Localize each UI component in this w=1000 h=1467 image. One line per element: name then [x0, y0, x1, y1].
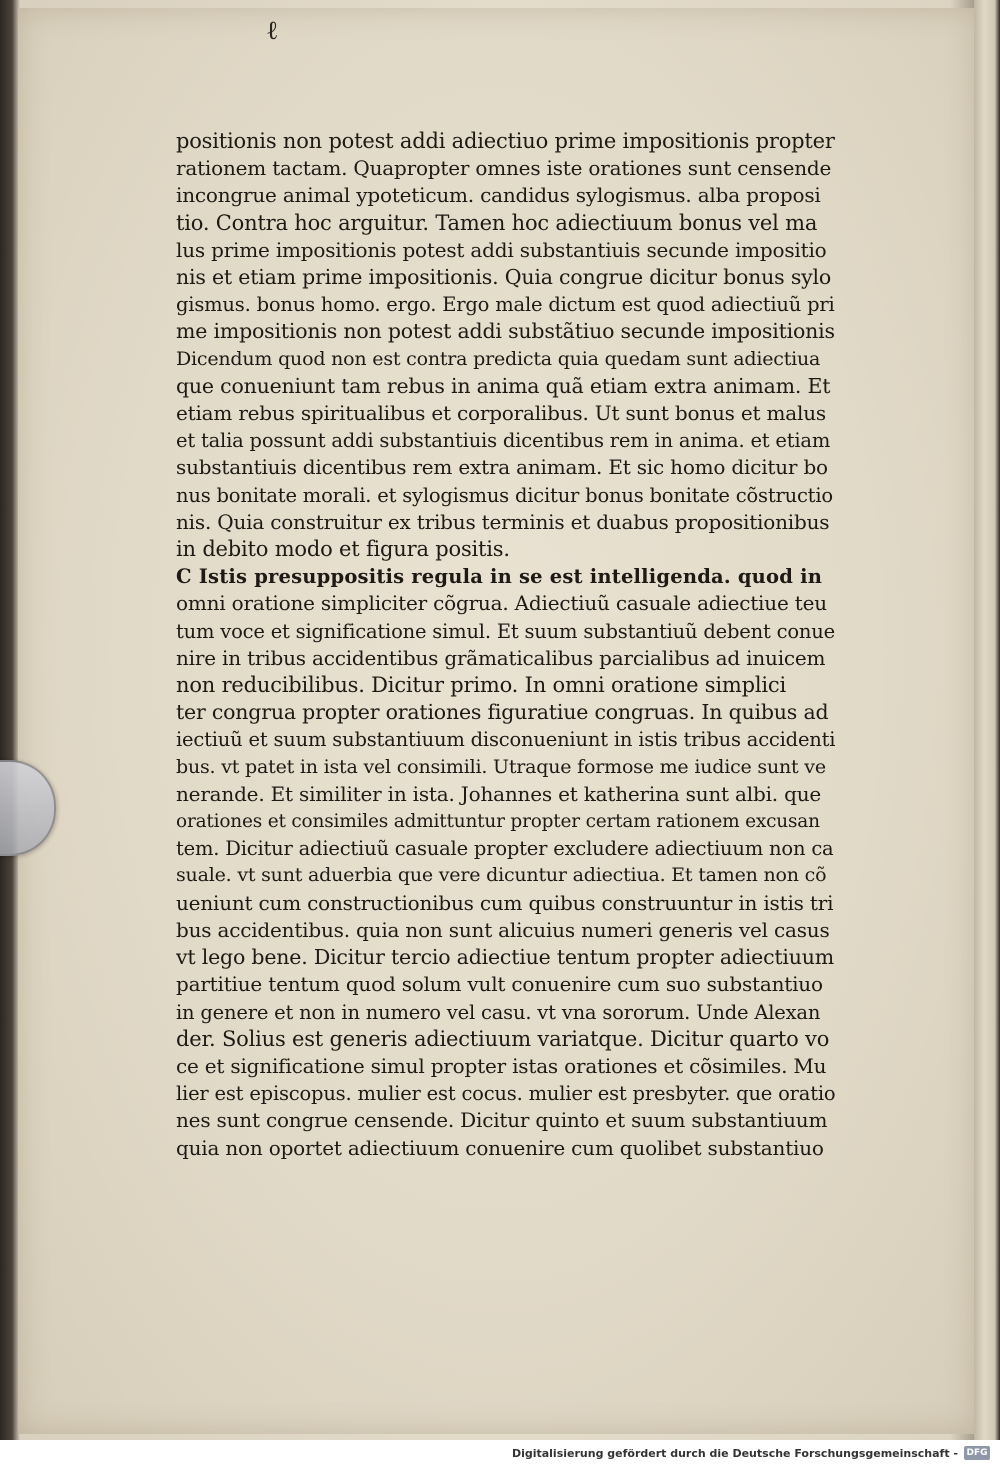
text-line: et talia possunt addi substantiuis dicentibus rem in anima. et etiam	[176, 429, 831, 453]
text-line: partitiue tentum quod solum vult conuenire cum suo substantiuo	[176, 972, 823, 997]
text-line: der. Solius est generis adiectiuum variatque. Dicitur quarto vo	[176, 1026, 830, 1051]
text-line: incongrue animal ypoteticum. candidus sylogismus. alba proposi	[176, 183, 821, 208]
text-line: nus bonitate morali. et sylogismus dicitur bonus bonitate cõstructio	[176, 483, 833, 507]
dfg-logo: DFG	[964, 1446, 990, 1460]
text-line: etiam rebus spiritualibus et corporalibus. Ut sunt bonus et malus	[176, 401, 826, 426]
text-line: quia non oportet adiectiuum conuenire cum quolibet substantiuo	[176, 1135, 824, 1160]
digitization-credit: Digitalisierung gefördert durch die Deutsche Forschungsgemeinschaft -	[511, 1447, 958, 1460]
text-line: tum voce et significatione simul. Et suum substantiuũ debent conue	[176, 619, 835, 643]
footer-bar	[0, 1440, 1000, 1467]
text-line: tem. Dicitur adiectiuũ casuale propter excludere adiectiuum non ca	[176, 837, 834, 861]
text-line: nes sunt congrue censende. Dicitur quinto et suum substantiuum	[176, 1108, 828, 1133]
text-line: nis. Quia construitur ex tribus terminis et duabus propositionibus	[176, 509, 830, 534]
text-line: in genere et non in numero vel casu. vt vna sororum. Unde Alexan	[176, 1000, 821, 1024]
text-line: ueniunt cum constructionibus cum quibus construuntur in istis tri	[176, 890, 834, 915]
page-edge	[974, 0, 1000, 1440]
text-line: ce et significatione simul propter istas orationes et cõsimiles. Mu	[176, 1053, 827, 1078]
text-line: vt lego bene. Dicitur tercio adiectiue tentum propter adiectiuum	[176, 945, 835, 970]
text-line: in debito modo et figura positis.	[176, 537, 510, 562]
text-line: nis et etiam prime impositionis. Quia congrue dicitur bonus sylo	[176, 265, 832, 290]
text-line: non reducibilibus. Dicitur primo. In omni oratione simplici	[176, 673, 786, 698]
text-line: omni oratione simpliciter cõgrua. Adiectiuũ casuale adiectiue teu	[176, 591, 827, 616]
text-line: Dicendum quod non est contra predicta quia quedam sunt adiectiua	[176, 347, 821, 370]
text-line: nire in tribus accidentibus grãmaticalibus parcialibus ad inuicem	[176, 645, 826, 670]
text-line: positionis non potest addi adiectiuo prime impositionis propter	[176, 129, 835, 153]
incunable-text-block	[176, 128, 836, 1162]
text-line: lus prime impositionis potest addi substantiuis secunde impositio	[176, 237, 827, 262]
text-line: C Istis presuppositis regula in se est intelligenda. quod in	[176, 565, 823, 589]
text-line: que conueniunt tam rebus in anima quã etiam extra animam. Et	[176, 373, 831, 398]
text-line: suale. vt sunt aduerbia que vere dicuntur adiectiua. Et tamen non cõ	[176, 864, 827, 887]
text-line: ter congrua propter orationes figuratiue congruas. In quibus ad	[176, 700, 829, 725]
text-line: gismus. bonus homo. ergo. Ergo male dictum est quod adiectiuũ pri	[176, 293, 835, 317]
text-line: lier est episcopus. mulier est cocus. mulier est presbyter. que oratio	[176, 1082, 836, 1106]
text-line: rationem tactam. Quapropter omnes iste orationes sunt censende	[176, 156, 832, 181]
text-line: tio. Contra hoc arguitur. Tamen hoc adiectiuum bonus vel ma	[176, 210, 818, 235]
page-mark: ℓ	[266, 16, 279, 46]
text-line: bus. vt patet in ista vel consimili. Utraque formose me iudice sunt ve	[176, 755, 826, 778]
text-line: nerande. Et similiter in ista. Johannes et katherina sunt albi. que	[176, 781, 822, 806]
text-line: me impositionis non potest addi substãtiuo secunde impositionis	[176, 319, 835, 344]
text-line: bus accidentibus. quia non sunt alicuius numeri generis vel casus	[176, 917, 830, 942]
text-line: iectiuũ et suum substantiuum disconueniunt in istis tribus accidenti	[176, 728, 836, 752]
text-line: orationes et consimiles admittuntur propter certam rationem excusan	[176, 811, 820, 833]
text-line: substantiuis dicentibus rem extra animam. Et sic homo dicitur bo	[176, 455, 828, 480]
